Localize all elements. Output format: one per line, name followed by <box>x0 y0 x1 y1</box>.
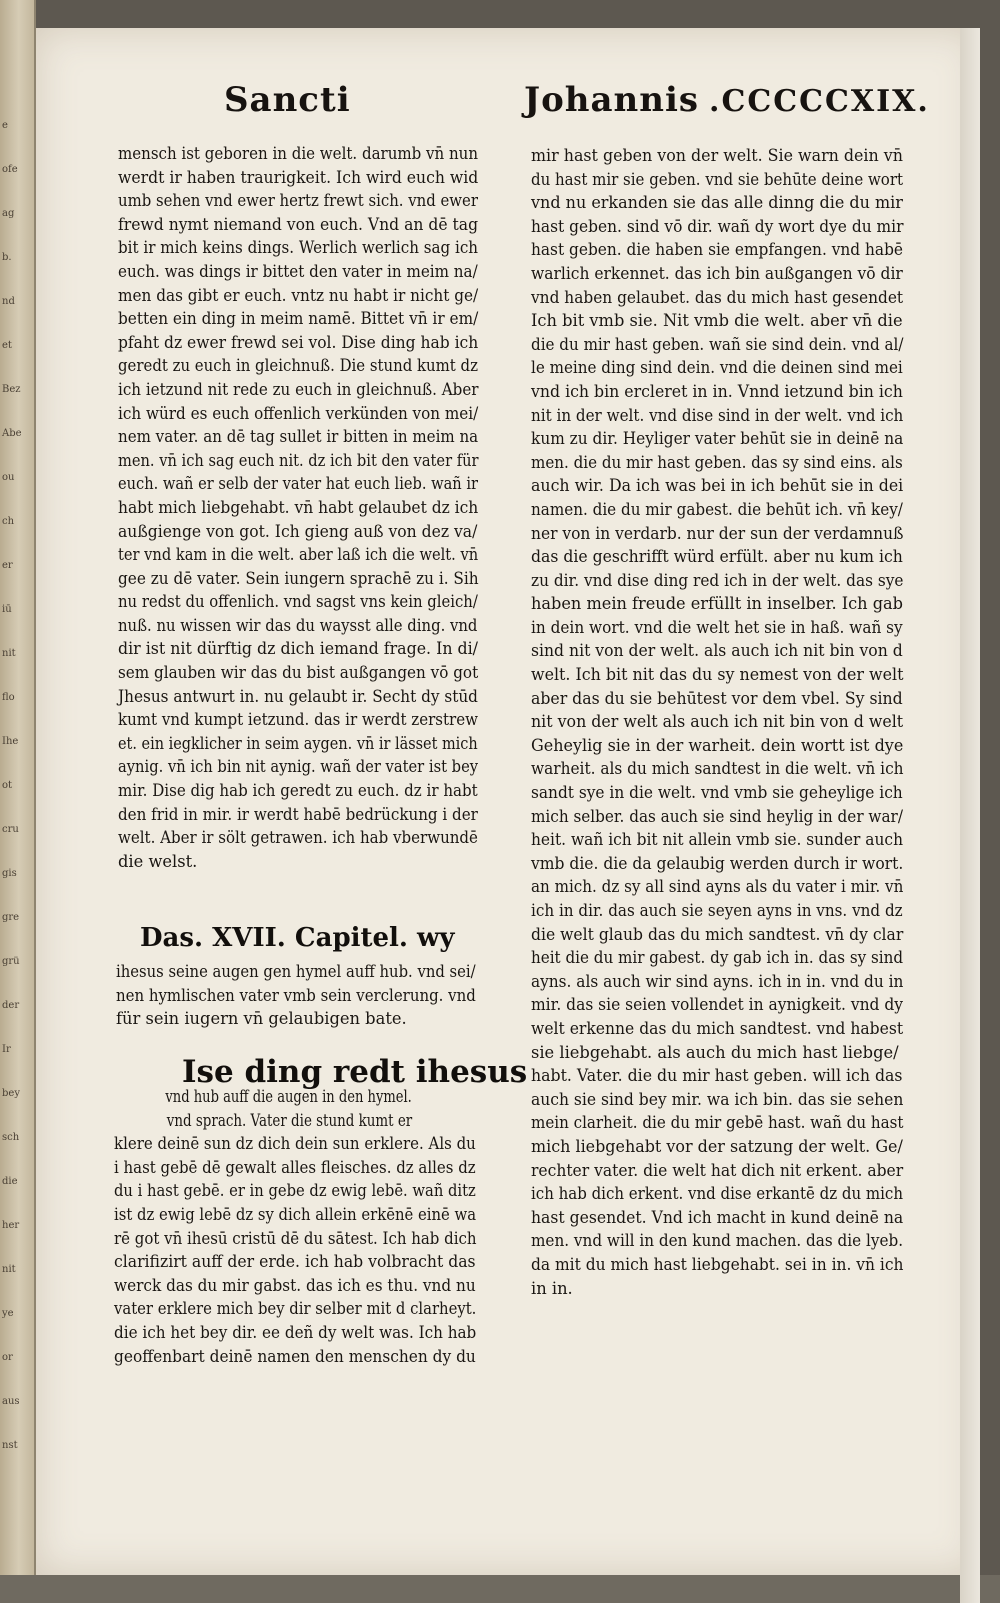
facing-page-edge <box>0 0 36 1575</box>
text-line: vater erklere mich bey dir selber mit d clarheyt. <box>114 1299 477 1319</box>
text-line: ich würd es euch offenlich verkünden von mei/ <box>118 403 479 423</box>
text-line: vnd haben gelaubet. das du mich hast gesendet <box>531 287 904 307</box>
margin-fragment: die <box>2 1176 18 1187</box>
margin-fragment: Ihe <box>2 736 19 747</box>
text-line: nu redst du offenlich. vnd sagst vns kein gleich/ <box>118 592 478 612</box>
text-line: ayns. als auch wir sind ayns. ich in in. vnd du in <box>531 971 904 991</box>
text-line: die welst. <box>118 851 198 871</box>
text-line: mir. das sie seien vollendet in aynigkeit. vnd dy <box>531 995 904 1015</box>
text-line: warlich erkennet. das ich bin außgangen vō dir <box>531 263 903 283</box>
text-line: außgienge von got. Ich gieng auß von dez va/ <box>118 521 478 541</box>
text-line: haben mein freude erfüllt in inselber. Ich gab <box>531 594 904 614</box>
text-line: aber das du sie behūtest vor dem vbel. Sy sind <box>531 688 903 708</box>
text-line: sandt sye in die welt. vnd vmb sie geheylige ich <box>531 783 903 803</box>
margin-fragment: flo <box>2 692 15 703</box>
margin-fragment: nit <box>2 1264 16 1275</box>
margin-fragment: iū <box>2 604 12 615</box>
text-line: ist dz ewig lebē dz sy dich allein erkēnē einē wa <box>114 1204 477 1224</box>
text-line: betten ein ding in meim namē. Bittet vn̄ ir em/ <box>118 309 479 329</box>
margin-fragment: ou <box>2 472 15 483</box>
folio-number: .CCCCCXIX. <box>709 84 930 119</box>
text-line: sind nit von der welt. als auch ich nit bin von d <box>531 641 903 661</box>
margin-fragment: Abe <box>2 428 22 439</box>
text-line: vnd ich bin ercleret in in. Vnnd ietzund bin ich <box>531 381 903 401</box>
text-line: du hast mir sie geben. vnd sie behūte deine wort <box>531 169 904 189</box>
text-line: ner von in verdarb. nur der sun der verdamnuß <box>531 523 904 543</box>
running-header-left: Sancti <box>224 80 351 120</box>
margin-fragment: aus <box>2 1396 20 1407</box>
text-line: mein clarheit. die du mir gebē hast. wañ du hast <box>531 1113 904 1133</box>
margin-fragment: der <box>2 1000 20 1011</box>
text-line: ihesus seine augen gen hymel auff hub. vnd sei/ <box>116 962 476 981</box>
left-column-text <box>118 142 478 873</box>
page-right-edge <box>960 28 980 1603</box>
margin-fragment: nd <box>2 296 15 307</box>
text-line: kum zu dir. Heyliger vater behūt sie in deinē na <box>531 429 904 449</box>
text-line: welt. Ich bit nit das du sy nemest von der welt <box>531 665 904 685</box>
text-line: habt. Vater. die du mir hast geben. will ich das <box>531 1066 903 1086</box>
text-line: sie liebgehabt. als auch du mich hast liebge/ <box>531 1042 899 1062</box>
text-line: nit von der welt als auch ich nit bin von d welt <box>531 712 904 732</box>
margin-fragment: Bez <box>2 384 21 395</box>
text-line: mir hast geben von der welt. Sie warn dein vn̄ <box>531 146 903 165</box>
text-line: kumt vnd kumpt ietzund. das ir werdt zerstrew <box>118 710 478 730</box>
text-line: heit die du mir gabest. dy gab ich in. das sy sind <box>531 948 904 968</box>
text-line: du i hast gebē. er in gebe dz ewig lebē. wañ ditz <box>114 1181 476 1201</box>
text-line: klere deinē sun dz dich dein sun erklere. Als du <box>114 1134 476 1154</box>
text-line: da mit du mich hast liebgehabt. sei in in. vn̄ ich <box>531 1254 904 1274</box>
margin-fragment: sch <box>2 1132 20 1143</box>
margin-fragment: ye <box>2 1308 14 1319</box>
margin-fragment: er <box>2 560 13 571</box>
text-line: ter vnd kam in die welt. aber laß ich die welt. vn̄ <box>118 545 479 565</box>
left-column-continuation <box>114 1085 476 1368</box>
running-header-right <box>524 80 930 120</box>
margin-fragment: Ir <box>2 1044 11 1055</box>
margin-fragment: et <box>2 340 12 351</box>
text-line: mensch ist geboren in die welt. darumb vn̄ nun <box>118 144 479 163</box>
text-line: nuß. nu wissen wir das du waysst alle ding. vnd <box>118 615 478 635</box>
text-line: den frid in mir. ir werdt habē bedrückung i der <box>118 804 478 824</box>
text-line: vnd nu erkanden sie das alle dinng die du mir <box>531 193 903 213</box>
text-line: frewd nymt niemand von euch. Vnd an dē tag <box>118 214 479 234</box>
text-line: zu dir. vnd dise ding red ich in der welt. das sye <box>531 570 904 590</box>
text-line: aynig. vn̄ ich bin nit aynig. wañ der vater ist bey <box>118 757 479 777</box>
margin-fragment: ag <box>2 208 15 219</box>
text-line: mich selber. das auch sie sind heylig in der war/ <box>531 806 903 826</box>
margin-fragment: nit <box>2 648 16 659</box>
text-line: namen. die du mir gabest. die behūt ich. vn̄ key/ <box>531 499 903 519</box>
book-page <box>36 28 980 1575</box>
text-line: vnd sprach. Vater die stund kumt er <box>166 1110 413 1130</box>
text-line: Geheylig sie in der warheit. dein wortt ist dye <box>531 735 904 755</box>
text-line: men. vnd will in den kund machen. das die lyeb. <box>531 1231 904 1251</box>
text-line: umb sehen vnd ewer hertz frewt sich. vnd ewer <box>118 191 478 211</box>
text-line: nen hymlischen vater vmb sein verclerung. vnd <box>116 985 476 1005</box>
text-line: nit in der welt. vnd dise sind in der welt. vnd ich <box>531 405 904 425</box>
text-line: vnd hub auff die augen in den hymel. <box>165 1087 412 1106</box>
text-line: euch. wañ er selb der vater hat euch lieb. wañ ir <box>118 474 478 494</box>
margin-fragment: ch <box>2 516 15 527</box>
text-line: men. die du mir hast geben. das sy sind eins. als <box>531 452 903 472</box>
margin-fragment: her <box>2 1220 20 1231</box>
text-line: welt. Aber ir sölt getrawen. ich hab vberwundē <box>118 828 478 848</box>
text-line: men das gibt er euch. vntz nu habt ir nicht ge/ <box>118 285 479 305</box>
margin-fragment: ot <box>2 780 13 791</box>
text-line: in dein wort. vnd die welt het sie in haß. wañ sy <box>531 617 903 637</box>
margin-fragment: grü <box>2 956 20 967</box>
text-line: ich ietzund nit rede zu euch in gleichnuß. Aber <box>118 379 479 399</box>
text-line: an mich. dz sy all sind ayns als du vater i mir. vn̄ <box>531 877 904 897</box>
text-line: ich in dir. das auch sie seyen ayns in vns. vnd dz <box>531 901 903 920</box>
text-line: werdt ir haben traurigkeit. Ich wird euch wid <box>118 167 479 187</box>
text-line: bit ir mich keins dings. Werlich werlich sag ich <box>118 238 479 258</box>
running-header-title: Johannis <box>524 80 700 120</box>
text-line: i hast gebē dē gewalt alles fleisches. dz alles dz <box>114 1157 476 1177</box>
text-line: Ich bit vmb sie. Nit vmb die welt. aber vn̄ die <box>531 311 903 331</box>
text-line: rē got vn̄ ihesū cristū dē du sātest. Ich hab dich <box>114 1228 477 1248</box>
margin-fragment: cru <box>2 824 19 835</box>
text-line: die du mir hast geben. wañ sie sind dein. vnd al/ <box>531 334 904 354</box>
text-line: gee zu dē vater. Sein iungern sprachē zu i. Sih <box>118 568 479 588</box>
margin-fragment: bey <box>2 1088 20 1099</box>
text-line: hast geben. sind vō dir. wañ dy wort dye du mir <box>531 216 904 236</box>
text-line: welt erkenne das du mich sandtest. vnd habest <box>531 1018 904 1038</box>
margin-fragment: e <box>2 120 8 131</box>
text-line: die ich het bey dir. ee deñ dy welt was. Ich hab <box>114 1322 477 1342</box>
text-line: hast geben. die haben sie empfangen. vnd habē <box>531 240 904 260</box>
text-line: warheit. als du mich sandtest in die welt. vn̄ ich <box>531 759 904 779</box>
margin-fragment: gis <box>2 868 17 879</box>
margin-fragment: ofe <box>2 164 18 175</box>
text-line: euch. was dings ir bittet den vater in meim na/ <box>118 261 478 281</box>
text-line: auch wir. Da ich was bei in ich behūt sie in dei <box>531 476 904 496</box>
text-line: geredt zu euch in gleichnuß. Die stund kumt dz <box>118 356 478 376</box>
text-line: le meine ding sind dein. vnd die deinen sind mei <box>531 358 903 378</box>
text-line: habt mich liebgehabt. vn̄ habt gelaubet dz ich <box>118 497 479 517</box>
text-line: mir. Dise dig hab ich geredt zu euch. dz ir habt <box>118 781 478 801</box>
text-line: ich hab dich erkent. vnd dise erkantē dz du mich <box>531 1184 903 1204</box>
right-column-text <box>531 144 903 1300</box>
text-line: hast gesendet. Vnd ich macht in kund deinē na <box>531 1207 904 1227</box>
text-line: auch sie sind bey mir. wa ich bin. das sie sehen <box>531 1089 904 1109</box>
margin-fragment: nst <box>2 1440 18 1451</box>
text-line: rechter vater. die welt hat dich nit erkent. aber <box>531 1160 904 1180</box>
text-line: sem glauben wir das du bist außgangen vō got <box>118 663 479 683</box>
text-line: pfaht dz ewer frewd sei vol. Dise ding hab ich <box>118 332 479 352</box>
chapter-heading: Das. XVII. Capitel. wy <box>140 923 455 953</box>
text-line: men. vn̄ ich sag euch nit. dz ich bit den vater für <box>118 450 479 470</box>
text-line: vmb die. die da gelaubig werden durch ir wort. <box>531 853 904 873</box>
margin-fragment: b. <box>2 252 12 263</box>
margin-fragment: or <box>2 1352 13 1363</box>
text-line: Jhesus antwurt in. nu gelaubt ir. Secht dy stūd <box>118 686 478 706</box>
text-line: heit. wañ ich bit nit allein vmb sie. sunder auch <box>531 830 904 850</box>
text-line: dir ist nit dürftig dz dich iemand frage. In di/ <box>118 639 479 659</box>
text-line: werck das du mir gabst. das ich es thu. vnd nu <box>114 1275 476 1295</box>
text-line: die welt glaub das du mich sandtest. vn̄ dy clar <box>531 924 904 944</box>
text-line: geoffenbart deinē namen den menschen dy du <box>114 1346 476 1366</box>
text-line: et. ein iegklicher in seim aygen. vn̄ ir lässet mich <box>118 733 478 753</box>
text-line: in in. <box>531 1278 573 1298</box>
text-line: nem vater. an dē tag sullet ir bitten in meim na <box>118 427 479 447</box>
text-line: mich liebgehabt vor der satzung der welt. Ge/ <box>531 1136 903 1156</box>
margin-fragment: gre <box>2 912 20 923</box>
text-line: das die geschrifft würd erfült. aber nu kum ich <box>531 547 903 567</box>
text-line: clarifizirt auff der erde. ich hab volbracht das <box>114 1252 476 1272</box>
text-line: für sein iugern vn̄ gelaubigen bate. <box>116 1009 407 1029</box>
chapter-summary <box>116 960 476 1031</box>
incipit-heading: Ise ding redt ihesus <box>182 1054 528 1090</box>
